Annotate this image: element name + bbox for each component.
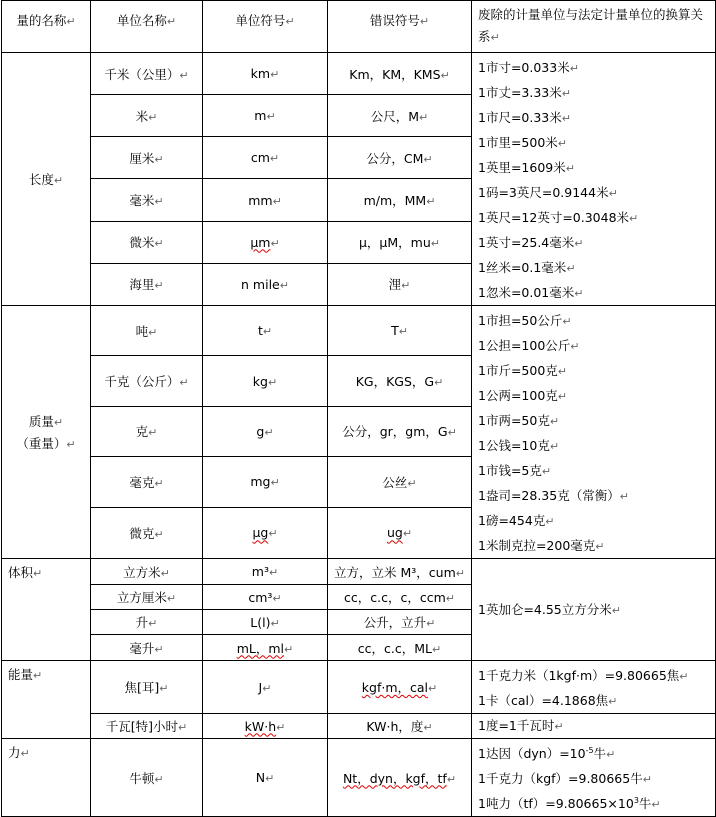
unit-symbol-cell: μm↵ [203, 221, 328, 263]
conversion-line: 1市寸=0.033米↵ [478, 60, 579, 75]
header-unit-symbol: 单位符号↵ [203, 1, 328, 53]
wrong-symbol-cell: Km，KM，KMS↵ [328, 53, 472, 95]
unit-name-cell: 吨↵ [91, 306, 203, 356]
header-conversion: 废除的计量单位与法定计量单位的换算关系↵ [472, 1, 716, 53]
conversion-line: 1英里=1609米↵ [478, 160, 575, 175]
unit-symbol-cell: kg↵ [203, 356, 328, 406]
unit-symbol-cell: J↵ [203, 661, 328, 714]
conversion-force [472, 739, 716, 817]
quantity-volume: 体积↵ [2, 559, 91, 661]
quantity-length: 长度↵ [2, 53, 91, 306]
wrong-symbol-cell: μ，μM，mu↵ [328, 221, 472, 263]
unit-name-cell: 千瓦[特]小时↵ [91, 714, 203, 739]
unit-symbol-cell: n mile↵ [203, 263, 328, 305]
conversion-line: 1码=3英尺=0.9144米↵ [478, 185, 618, 200]
conversion-line: 1忽米=0.01毫米↵ [478, 285, 584, 300]
conversion-line: 1千克力米（1kgf·m）=9.80665焦↵ [478, 668, 689, 683]
unit-symbol-cell: mm↵ [203, 179, 328, 221]
unit-symbol-cell: mg↵ [203, 457, 328, 507]
conversion-length [472, 53, 716, 306]
wrong-symbol-cell: 公升，立升↵ [328, 610, 472, 635]
unit-name-cell: 海里↵ [91, 263, 203, 305]
header-row [2, 1, 716, 53]
conversion-line: 1市担=50公斤↵ [478, 313, 572, 328]
unit-symbol-cell: N↵ [203, 739, 328, 817]
wrong-symbol-cell: m/m，MM↵ [328, 179, 472, 221]
unit-name-cell: 立方厘米↵ [91, 585, 203, 610]
conversion-energy-2 [472, 714, 716, 739]
wrong-symbol-cell: 公丝↵ [328, 457, 472, 507]
table-row [2, 714, 716, 739]
unit-symbol-cell: L(l)↵ [203, 610, 328, 635]
unit-symbol-cell: kW·h↵ [203, 714, 328, 739]
wrong-symbol-cell: cc，c.c，ML↵ [328, 635, 472, 661]
conversion-volume [472, 559, 716, 661]
wrong-symbol-cell: T↵ [328, 306, 472, 356]
unit-name-cell: 微克↵ [91, 507, 203, 558]
wrong-symbol-cell: Nt，dyn，kgf，tf↵ [328, 739, 472, 817]
unit-symbol-cell: km↵ [203, 53, 328, 95]
conversion-line: 1达因$(dyn)=10^{-5}$牛↵ [478, 746, 616, 761]
wrong-symbol-cell: 浬↵ [328, 263, 472, 305]
wrong-symbol-cell: 立方，立米 M³，cum↵ [328, 559, 472, 585]
conversion-line: 1磅=454克↵ [478, 513, 555, 528]
unit-name-cell: 牛顿↵ [91, 739, 203, 817]
conversion-line: 1市里=500米↵ [478, 135, 568, 150]
unit-symbol-cell: mL，ml↵ [203, 635, 328, 661]
table-row [2, 559, 716, 585]
header-wrong-symbol: 错误符号↵ [328, 1, 472, 53]
unit-symbol-cell: m↵ [203, 95, 328, 137]
conversion-line: 1市尺=0.33米↵ [478, 110, 571, 125]
conversion-line: 1英加仑=4.55立方分米↵ [478, 602, 621, 617]
unit-name-cell: 米↵ [91, 95, 203, 137]
unit-name-cell: 厘米↵ [91, 137, 203, 179]
wrong-symbol-cell: ug↵ [328, 507, 472, 558]
header-unit-name: 单位名称↵ [91, 1, 203, 53]
table-row [2, 739, 716, 817]
unit-name-cell: 毫克↵ [91, 457, 203, 507]
wrong-symbol-cell: cc，c.c，c，ccm↵ [328, 585, 472, 610]
unit-name-cell: 千米（公里）↵ [91, 53, 203, 95]
wrong-symbol-cell: KG，KGS，G↵ [328, 356, 472, 406]
conversion-line: 1公担=100公斤↵ [478, 338, 580, 353]
wrong-symbol-cell: 公尺，M↵ [328, 95, 472, 137]
unit-symbol-cell: μg↵ [203, 507, 328, 558]
conversion-line: 1市钱=5克↵ [478, 463, 552, 478]
unit-name-cell: 立方米↵ [91, 559, 203, 585]
conversion-line: 1市斤=500克↵ [478, 363, 568, 378]
unit-symbol-cell: t↵ [203, 306, 328, 356]
quantity-mass-alias: （重量）↵ [16, 436, 76, 451]
conversion-energy [472, 661, 716, 714]
unit-name-cell: 千克（公斤）↵ [91, 356, 203, 406]
conversion-line: 1英尺=12英寸=0.3048米↵ [478, 210, 639, 225]
conversion-line: 1米制克拉=200毫克↵ [478, 538, 605, 553]
conversion-line: 1度=1千瓦时↵ [478, 718, 564, 733]
unit-symbol-cell: cm³↵ [203, 585, 328, 610]
conversion-line: 1市丈=3.33米↵ [478, 85, 571, 100]
wrong-symbol-cell: kgf·m，cal↵ [328, 661, 472, 714]
unit-name-cell: 克↵ [91, 406, 203, 456]
quantity-mass-name: 质量↵ [28, 414, 64, 429]
conversion-line: 1盎司=28.35克（常衡）↵ [478, 488, 629, 503]
conversion-line: 1公两=100克↵ [478, 388, 568, 403]
wrong-symbol-cell: 公分，CM↵ [328, 137, 472, 179]
unit-name-cell: 升↵ [91, 610, 203, 635]
unit-name-cell: 焦[耳]↵ [91, 661, 203, 714]
quantity-mass [2, 306, 91, 559]
unit-name-cell: 微米↵ [91, 221, 203, 263]
table-row [2, 53, 716, 95]
header-quantity: 量的名称↵ [2, 1, 91, 53]
conversion-line: 1英寸=25.4毫米↵ [478, 235, 584, 250]
conversion-line: 1丝米=0.1毫米↵ [478, 260, 576, 275]
conversion-line: 1吨力$(tf)=9.80665\times 10^3$牛↵ [478, 796, 661, 811]
conversion-line: 1公钱=10克↵ [478, 438, 560, 453]
unit-name-cell: 毫米↵ [91, 179, 203, 221]
wrong-symbol-cell: KW·h，度↵ [328, 714, 472, 739]
conversion-line: 1卡（cal）=4.1868焦↵ [478, 693, 618, 708]
unit-symbol-cell: cm↵ [203, 137, 328, 179]
conversion-line: 1市两=50克↵ [478, 413, 560, 428]
conversion-line: 1千克力（kgf）=9.80665牛↵ [478, 771, 652, 786]
wrong-symbol-cell: 公分，gr，gm，G↵ [328, 406, 472, 456]
unit-symbol-cell: g↵ [203, 406, 328, 456]
table-row [2, 661, 716, 714]
table-row [2, 306, 716, 356]
quantity-energy: 能量↵ [2, 661, 91, 739]
quantity-force: 力↵ [2, 739, 91, 817]
conversion-mass [472, 306, 716, 559]
units-table [1, 0, 716, 817]
unit-name-cell: 毫升↵ [91, 635, 203, 661]
unit-symbol-cell: m³↵ [203, 559, 328, 585]
